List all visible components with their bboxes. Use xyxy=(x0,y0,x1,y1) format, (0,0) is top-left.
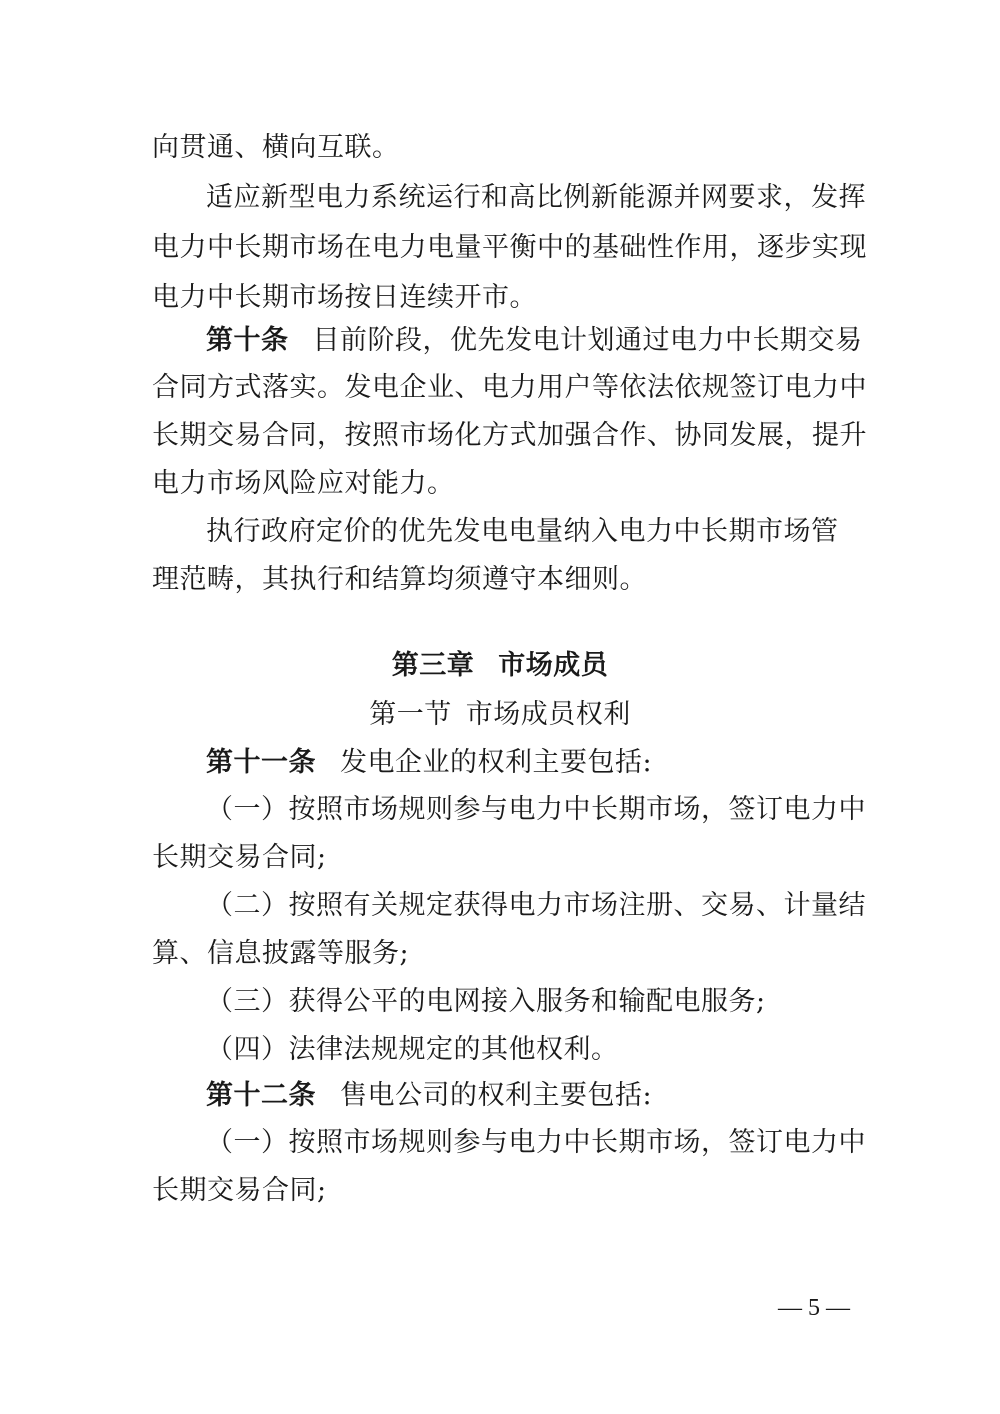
article-12-line xyxy=(206,1078,852,1114)
section-heading xyxy=(0,697,1000,733)
paragraph-line: 合同方式落实。发电企业、电力用户等依法依规签订电力中 xyxy=(152,372,867,403)
article-11-line xyxy=(206,745,852,781)
list-item: （三）获得公平的电网接入服务和输配电服务; xyxy=(206,986,766,1017)
paragraph-line: 电力市场风险应对能力。 xyxy=(152,468,455,499)
article-11-intro: 发电企业的权利主要包括: xyxy=(340,747,653,778)
paragraph-line: 电力中长期市场按日连续开市。 xyxy=(152,282,537,313)
article-11-label: 第十一条 xyxy=(206,747,316,778)
article-12-intro: 售电公司的权利主要包括: xyxy=(340,1080,653,1111)
paragraph-line: 适应新型电力系统运行和高比例新能源并网要求，发挥 xyxy=(206,182,866,213)
article-10-text: 目前阶段，优先发电计划通过电力中长期交易 xyxy=(312,325,863,356)
list-item-continuation: 长期交易合同; xyxy=(152,1175,327,1206)
list-item-continuation: 算、信息披露等服务; xyxy=(152,938,410,969)
chapter-heading xyxy=(0,648,1000,684)
page-number: — 5 — xyxy=(778,1295,850,1321)
chapter-number: 第三章 xyxy=(391,650,475,681)
article-10-line xyxy=(206,323,863,359)
paragraph-line: 电力中长期市场在电力电量平衡中的基础性作用，逐步实现 xyxy=(152,232,867,263)
section-number: 第一节 xyxy=(369,699,452,730)
paragraph-line: 执行政府定价的优先发电电量纳入电力中长期市场管 xyxy=(206,516,839,547)
paragraph-line: 长期交易合同，按照市场化方式加强合作、协同发展，提升 xyxy=(152,420,867,451)
paragraph-line: 理范畴，其执行和结算均须遵守本细则。 xyxy=(152,564,647,595)
section-title: 市场成员权利 xyxy=(465,699,631,730)
list-item: （一）按照市场规则参与电力中长期市场，签订电力中 xyxy=(206,794,866,825)
list-item-continuation: 长期交易合同; xyxy=(152,842,327,873)
list-item: （一）按照市场规则参与电力中长期市场，签订电力中 xyxy=(206,1127,866,1158)
article-12-label: 第十二条 xyxy=(206,1080,316,1111)
paragraph-continuation: 向贯通、横向互联。 xyxy=(152,132,400,163)
article-10-label: 第十条 xyxy=(206,325,289,356)
list-item: （四）法律法规规定的其他权利。 xyxy=(206,1034,619,1065)
list-item: （二）按照有关规定获得电力市场注册、交易、计量结 xyxy=(206,890,866,921)
chapter-title: 市场成员 xyxy=(498,650,609,681)
